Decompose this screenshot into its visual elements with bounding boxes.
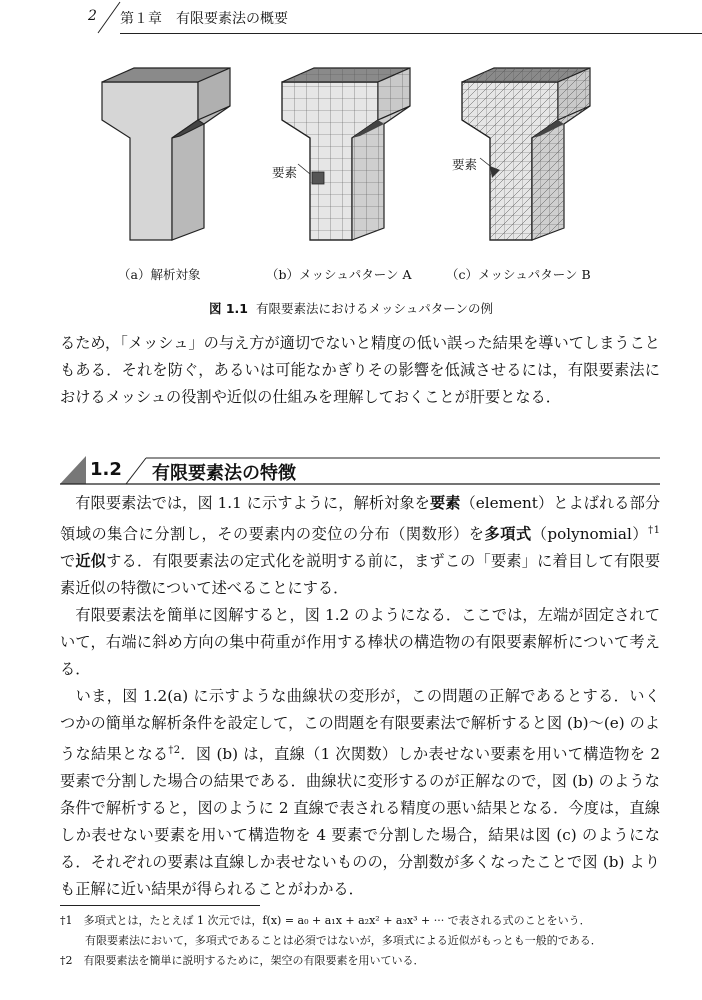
- section-number: 1.2: [90, 459, 122, 480]
- section-heading-decoration: [60, 456, 660, 486]
- element-label-c: 要素: [452, 157, 478, 172]
- header-rule: [120, 33, 702, 34]
- figure-illustration: [90, 62, 630, 252]
- footnote-2: †2 有限要素法を簡単に説明するために，架空の有限要素を用いている．: [60, 954, 425, 967]
- subcaption-b: （b）メッシュパターン A: [266, 267, 412, 282]
- body-text: [60, 490, 660, 903]
- section-title: 有限要素法の特徴: [152, 463, 296, 484]
- page-header: [0, 0, 702, 44]
- t-shape-c: [462, 68, 590, 240]
- footnotes: [60, 911, 660, 971]
- footnote-1: †1 多項式とは，たとえば 1 次元では，f(x) = a₀ + a₁x + a₂x² + a₃x³ + ··· で表される式のことをいう．: [60, 914, 591, 927]
- term-approximation: 近似: [75, 552, 107, 571]
- subcaption-a: （a）解析対象: [118, 267, 201, 282]
- chapter-title: 第１章 有限要素法の概要: [120, 11, 288, 27]
- paragraph-3: いま，図 1.2(a) に示すような曲線状の変形が，この問題の正解であるとする．いくつかの簡単な解析条件を設定して，この問題を有限要素法で解析すると図 (b)〜(e) のような結果となる$^{\dagger 2}$．図 (b) は，直線（1 次関数）しか表せない要素を用いて構造物を 2 要素で分割した場合の結果である．曲線状に変形するのが正解なので，図 (b) のような条件で解析すると，図のように 2 直線で表される精度の悪い結果となる．今度は，直線しか表せない要素を用いて構造物を 4 要素で分割した場合，結果は図 (c) のようになる．それぞれの要素は直線しか表せないものの，分割数が多くなったことで図 (b) よりも正解に近い結果が得られることがわかる．: [60, 687, 661, 899]
- t-shape-b: [282, 68, 410, 240]
- footnote-ref-1[interactable]: †1: [648, 525, 660, 536]
- footnote-2-mark: †2: [60, 954, 73, 967]
- figure-caption: [0, 299, 702, 317]
- paragraph-1: 有限要素法では，図 1.1 に示すように，解析対象を要素（element）とよばれる部分領域の集合に分割し，その要素内の変位の分布（関数形）を多項式（polynomial）$^{\dagger 1}$ で近似する．有限要素法の定式化を説明する前に，まずこの「要素」に着目して有限要素近似の特徴について述べることにする．: [60, 494, 661, 598]
- subcaption-c: （c）メッシュパターン B: [446, 267, 591, 282]
- footnote-1-mark: †1: [60, 914, 73, 927]
- page-number: 2: [88, 8, 97, 24]
- term-element: 要素: [429, 494, 461, 512]
- footnote-1-cont: 有限要素法において，多項式であることは必須ではないが，多項式による近似がもっとも一般的である．: [85, 934, 602, 947]
- footnote-rule: [60, 905, 260, 906]
- figure-caption-text: 有限要素法におけるメッシュパターンの例: [255, 301, 493, 316]
- intro-paragraph-text: るため，「メッシュ」の与え方が適切でないと精度の低い誤った結果を導いてしまうこともある．それを防ぐ，あるいは可能なかぎりその影響を低減させるには，有限要素法におけるメッシュの役割や近似の仕組みを理解しておくことが肝要となる．: [60, 334, 660, 406]
- figure-1-1: [90, 62, 630, 252]
- figure-caption-number: 図 1.1: [208, 301, 248, 316]
- t-shape-a: [102, 68, 230, 240]
- footnote-ref-2[interactable]: †2: [168, 745, 181, 757]
- paragraph-2: 有限要素法を簡単に図解すると，図 1.2 のようになる．ここでは，左端が固定されていて，右端に斜め方向の集中荷重が作用する棒状の構造物の有限要素解析について考える．: [60, 606, 661, 679]
- section-heading: [60, 456, 660, 486]
- intro-paragraph: [60, 330, 660, 411]
- header-slash-decoration: [0, 0, 130, 44]
- term-polynomial: 多項式: [484, 525, 532, 544]
- element-label-b: 要素: [272, 165, 298, 180]
